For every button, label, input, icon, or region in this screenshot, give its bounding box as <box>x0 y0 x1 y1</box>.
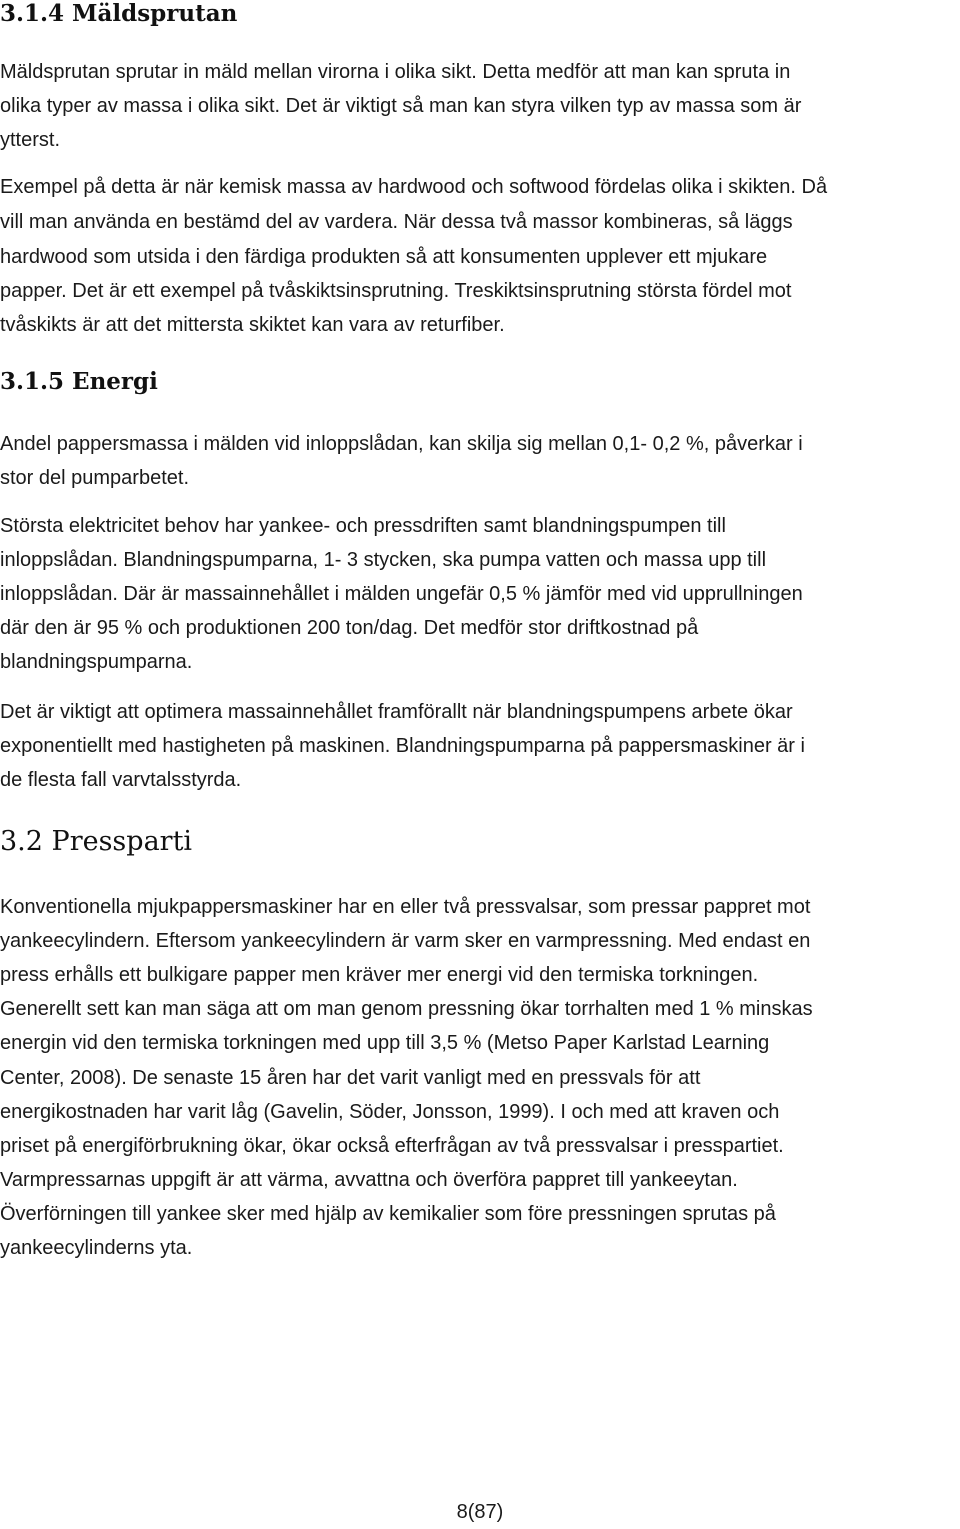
text-line: vill man använda en bestämd del av vardera. När dessa två massor kombineras, så läggs <box>0 211 793 233</box>
text-line: inloppslådan. Där är massainnehållet i mälden ungefär 0,5 % jämför med vid upprullningen <box>0 583 803 605</box>
text-line: energin vid den termiska torkningen med upp till 3,5 % (Metso Paper Karlstad Learning <box>0 1032 770 1054</box>
text-line: inloppslådan. Blandningspumparna, 1- 3 stycken, ska pumpa vatten och massa upp till <box>0 549 767 571</box>
text-line: exponentiellt med hastigheten på maskinen. Blandningspumparna på pappersmaskiner är i <box>0 735 805 757</box>
text-line: blandningspumparna. <box>0 651 193 673</box>
text-line: priset på energiförbrukning ökar, ökar också efterfrågan av två pressvalsar i presspartiet. <box>0 1135 784 1157</box>
page-number: 8(87) <box>456 1501 504 1523</box>
text-line: Överförningen till yankee sker med hjälp av kemikalier som före pressningen sprutas på <box>0 1203 776 1225</box>
section-heading-3-1-4: 3.1.4 Mäldsprutan <box>0 0 238 27</box>
text-line: olika typer av massa i olika sikt. Det är viktigt så man kan styra vilken typ av massa som är <box>0 95 802 117</box>
text-line: Varmpressarnas uppgift är att värma, avvattna och överföra pappret till yankeeytan. <box>0 1169 738 1191</box>
text-line: Center, 2008). De senaste 15 åren har det varit vanligt med en pressvals för att <box>0 1067 701 1089</box>
text-line: hardwood som utsida i den färdiga produkten så att konsumenten upplever ett mjukare <box>0 246 768 268</box>
text-line: press erhålls ett bulkigare papper men kräver mer energi vid den termiska torkningen. <box>0 964 759 986</box>
text-line: yankeecylindern. Eftersom yankeecylindern är varm sker en varmpressning. Med endast en <box>0 930 811 952</box>
text-line: stor del pumparbetet. <box>0 467 189 489</box>
text-line: Det är viktigt att optimera massainnehållet framförallt när blandningspumpens arbete ökar <box>0 701 793 723</box>
text-line: Största elektricitet behov har yankee- och pressdriften samt blandningspumpen till <box>0 515 726 537</box>
section-heading-3-1-5: 3.1.5 Energi <box>0 368 158 395</box>
text-line: Exempel på detta är när kemisk massa av hardwood och softwood fördelas olika i skikten. Då <box>0 176 828 198</box>
text-line: tvåskikts är att det mittersta skiktet kan vara av returfiber. <box>0 314 505 336</box>
text-line: där den är 95 % och produktionen 200 ton/dag. Det medför stor driftkostnad på <box>0 617 699 639</box>
text-line: Konventionella mjukpappersmaskiner har en eller två pressvalsar, som pressar pappret mot <box>0 896 811 918</box>
section-heading-3-2: 3.2 Pressparti <box>0 826 193 857</box>
text-line: papper. Det är ett exempel på tvåskiktsinsprutning. Treskiktsinsprutning största fördel mot <box>0 280 792 302</box>
text-line: ytterst. <box>0 129 61 151</box>
text-line: de flesta fall varvtalsstyrda. <box>0 769 242 791</box>
text-line: Generellt sett kan man säga att om man genom pressning ökar torrhalten med 1 % minskas <box>0 998 813 1020</box>
text-line: Mäldsprutan sprutar in mäld mellan virorna i olika sikt. Detta medför att man kan spruta in <box>0 61 791 83</box>
text-line: energikostnaden har varit låg (Gavelin, Söder, Jonsson, 1999). I och med att kraven och <box>0 1101 780 1123</box>
text-line: yankeecylinderns yta. <box>0 1237 193 1259</box>
text-line: Andel pappersmassa i mälden vid inloppslådan, kan skilja sig mellan 0,1- 0,2 %, påverkar i <box>0 433 803 455</box>
